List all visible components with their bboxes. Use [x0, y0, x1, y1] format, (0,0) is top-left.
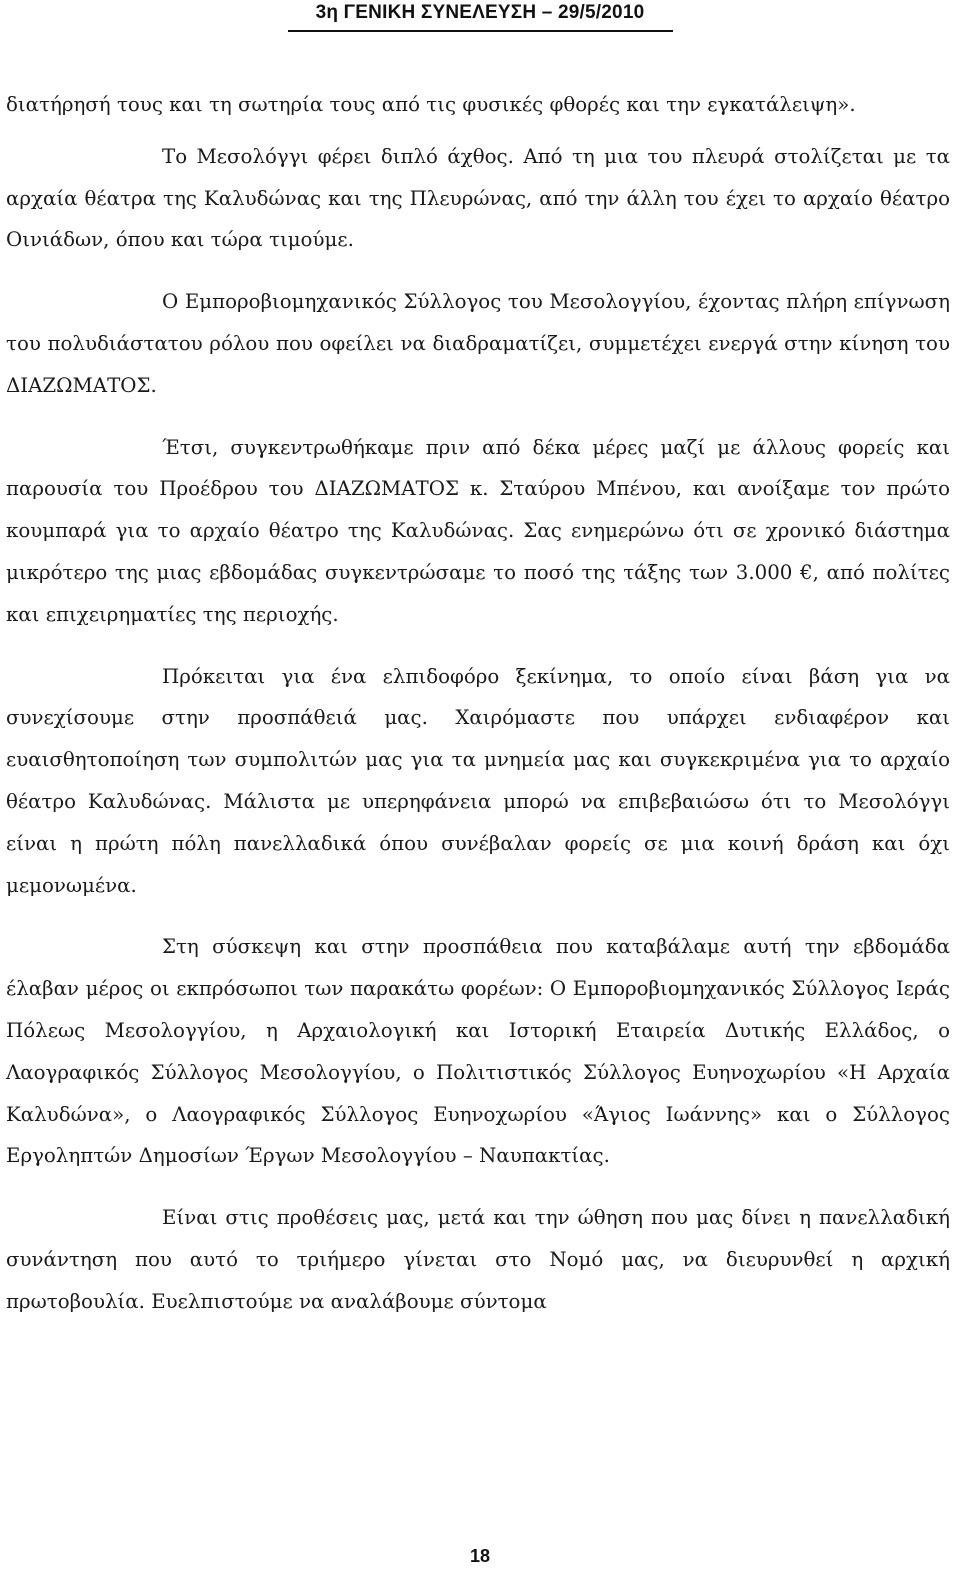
paragraph-1: διατήρησή τους και τη σωτηρία τους από τις φυσικές φθορές και την εγκατάλειψη».: [6, 93, 856, 116]
paragraph-6: Στη σύσκεψη και στην προσπάθεια που καταβάλαμε αυτή την εβδομάδα έλαβαν μέρος οι εκπρόσωποι των παρακάτω φορέων: Ο Εμποροβιομηχανικός Σύλλογος Ιεράς Πόλεως Μεσολογγίου, η Αρχαιολογική και Ιστορική Εταιρεία Δυτικής Ελλάδος, ο Λαογραφικός Σύλλογος Μεσολογγίου, ο Πολιτιστικός Σύλλογος Ευηνοχωρίου «Η Αρχαία Καλυδώνα», ο Λαογραφικός Σύλλογος Ευηνοχωρίου «Άγιος Ιωάννης» και ο Σύλλογος Εργοληπτών Δημοσίων Έργων Μεσολογγίου – Ναυπακτίας.: [6, 935, 950, 1168]
header-underline: [288, 30, 673, 32]
paragraph-7: Είναι στις προθέσεις μας, μετά και την ώθηση που μας δίνει η πανελλαδική συνάντηση που αυτό το τριήμερο γίνεται στο Νομό μας, να διευρυνθεί η αρχική πρωτοβουλία. Ευελπιστούμε να αναλάβουμε σύντομα: [6, 1206, 950, 1313]
page-number: 18: [469, 1546, 491, 1566]
paragraph-4: Έτσι, συγκεντρωθήκαμε πριν από δέκα μέρες μαζί με άλλους φορείς και παρουσία του Προέδρου του ΔΙΑΖΩΜΑΤΟΣ κ. Σταύρου Μπένου, και ανοίξαμε τον πρώτο κουμπαρά για το αρχαίο θέατρο της Καλυδώνας. Σας ενημερώνω ότι σε χρονικό διάστημα μικρότερο της μιας εβδομάδας συγκεντρώσαμε το ποσό της τάξης των 3.000 €, από πολίτες και επιχειρηματίες της περιοχής.: [6, 435, 950, 626]
paragraph-3: Ο Εμποροβιομηχανικός Σύλλογος του Μεσολογγίου, έχοντας πλήρη επίγνωση του πολυδιάστατου ρόλου που οφείλει να διαδραματίζει, συμμετέχει ενεργά στην κίνηση του ΔΙΑΖΩΜΑΤΟΣ.: [6, 290, 950, 397]
paragraph-2: Το Μεσολόγγι φέρει διπλό άχθος. Από τη μια του πλευρά στολίζεται με τα αρχαία θέατρα της Καλυδώνας και της Πλευρώνας, από την άλλη του έχει το αρχαίο θέατρο Οινιάδων, όπου και τώρα τιμούμε.: [6, 144, 950, 252]
paragraph-5: Πρόκειται για ένα ελπιδοφόρο ξεκίνημα, το οποίο είναι βάση για να συνεχίσουμε στην προσπάθειά μας. Χαιρόμαστε που υπάρχει ενδιαφέρον και ευαισθητοποίηση των συμπολιτών μας για τα μνημεία μας και συγκεκριμένα για το αρχαίο θέατρο Καλυδώνας. Μάλιστα με υπερηφάνεια μπορώ να επιβεβαιώσω ότι το Μεσολόγγι είναι η πρώτη πόλη πανελλαδικά όπου συνέβαλαν φορείς σε μια κοινή δράση και όχι μεμονωμένα.: [6, 664, 950, 897]
page-header: [0, 2, 960, 32]
document-body: [6, 84, 950, 1343]
page-footer: [0, 1546, 960, 1567]
header-title: 3η ΓΕΝΙΚΗ ΣΥΝΕΛΕΥΣΗ – 29/5/2010: [315, 2, 645, 23]
